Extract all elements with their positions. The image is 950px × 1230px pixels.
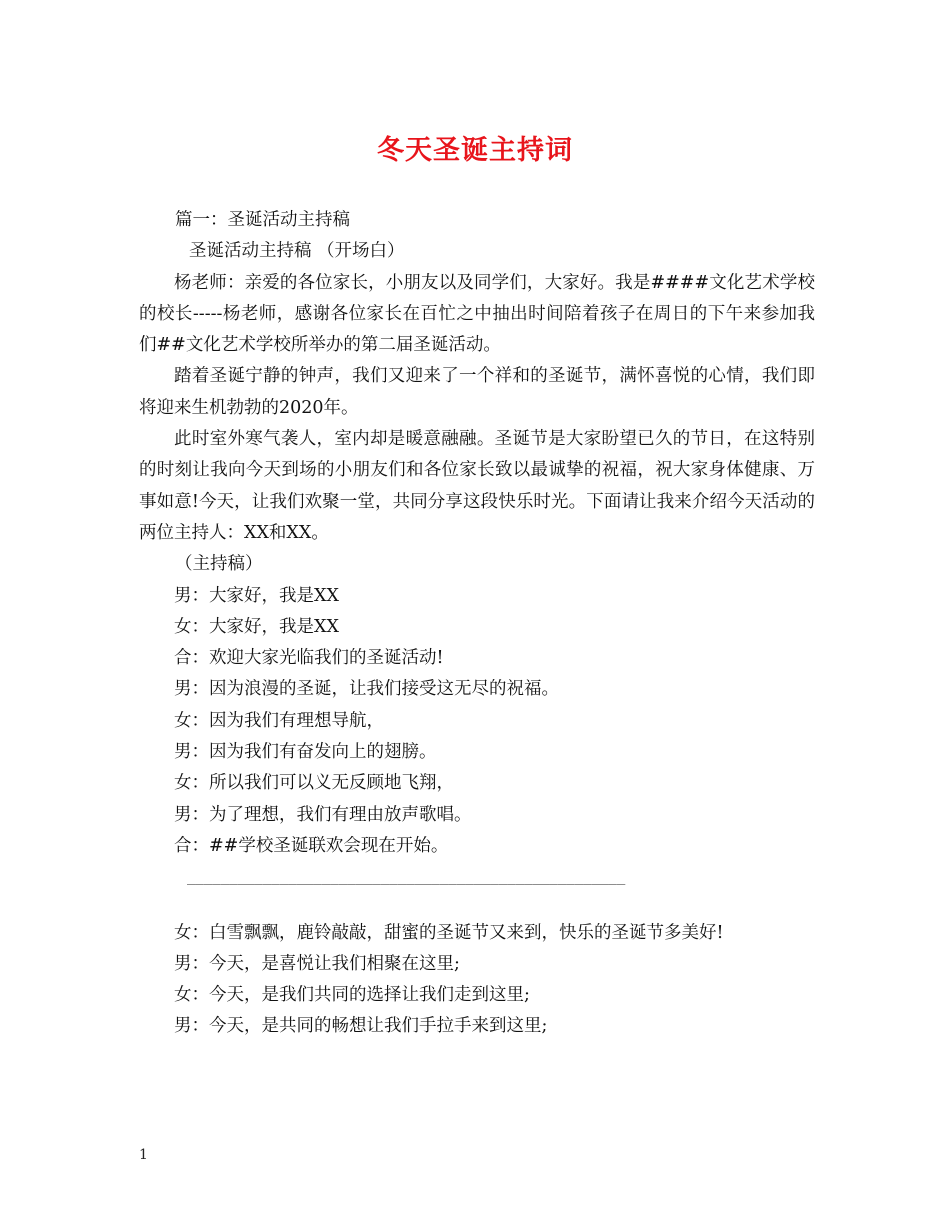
divider-line: ____________________________________________________ xyxy=(187,869,626,886)
dialogue-line: 女：今天，是我们共同的选择让我们走到这里; xyxy=(174,985,530,1006)
page-number: 1 xyxy=(139,1147,148,1163)
dialogue-line: 女：因为我们有理想导航， xyxy=(174,710,384,731)
section-heading: 篇一：圣诞活动主持稿 xyxy=(175,210,350,230)
spacer xyxy=(139,894,815,918)
dialogue-line: 男：大家好，我是XX xyxy=(174,585,339,606)
dialogue-line: 男：为了理想，我们有理由放声歌唱。 xyxy=(174,804,472,825)
dialogue-line: 女：大家好，我是XX xyxy=(174,616,339,637)
document-title: 冬天圣诞主持词 xyxy=(377,135,573,166)
script-label: （主持稿） xyxy=(175,554,263,575)
dialogue-line: 男：今天，是共同的畅想让我们手拉手来到这里; xyxy=(174,1016,548,1037)
subheading: 圣诞活动主持稿 （开场白） xyxy=(189,241,405,262)
paragraph: 踏着圣诞宁静的钟声，我们又迎来了一个祥和的圣诞节，满怀喜悦的心情，我们即将迎来生机勃勃的2020年。 xyxy=(139,366,815,418)
dialogue-line: 男：因为浪漫的圣诞，让我们接受这无尽的祝福。 xyxy=(174,679,559,700)
dialogue-line: 合：##学校圣诞联欢会现在开始。 xyxy=(174,835,449,856)
dialogue-line: 合：欢迎大家光临我们的圣诞活动! xyxy=(174,648,444,669)
dialogue-line: 女：所以我们可以义无反顾地飞翔， xyxy=(174,773,454,794)
paragraph: 杨老师：亲爱的各位家长，小朋友以及同学们，大家好。我是####文化艺术学校的校长-----杨老师，感谢各位家长在百忙之中抽出时间陪着孩子在周日的下午来参加我们##文化艺术学校所举办的第二届圣诞活动。 xyxy=(139,272,815,356)
dialogue-line: 男：今天，是喜悦让我们相聚在这里; xyxy=(174,953,460,974)
dialogue-line: 男：因为我们有奋发向上的翅膀。 xyxy=(174,742,437,763)
dialogue-line: 女：白雪飘飘，鹿铃敲敲，甜蜜的圣诞节又来到，快乐的圣诞节多美好! xyxy=(174,922,724,943)
document-body xyxy=(139,205,815,1043)
paragraph: 此时室外寒气袭人，室内却是暖意融融。圣诞节是大家盼望已久的节日，在这特别的时刻让我向今天到场的小朋友们和各位家长致以最诚挚的祝福，祝大家身体健康、万事如意!今天，让我们欢聚一堂，共同分享这段快乐时光。下面请让我来介绍今天活动的两位主持人：XX和XX。 xyxy=(139,429,815,543)
